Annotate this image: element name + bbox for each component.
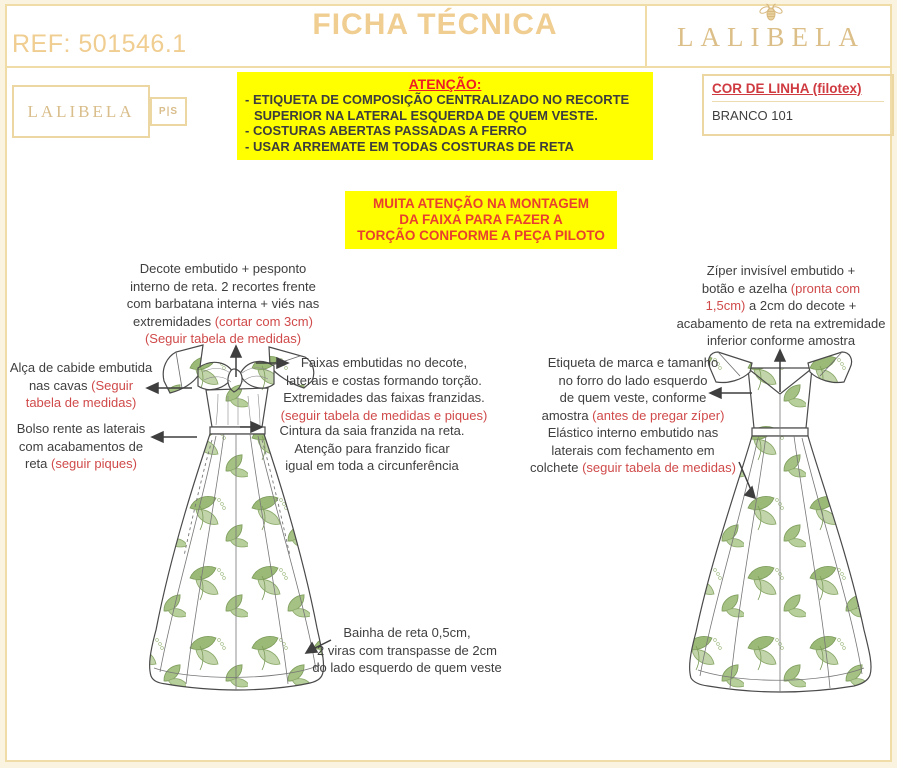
brand-name: LALIBELA xyxy=(677,22,865,52)
brand-label-box: LALIBELA xyxy=(12,85,150,138)
note-waist: Cintura da saia franzida na reta. Atenção para franzido ficar igual em toda a circunferência xyxy=(279,423,465,473)
size-tag: P|S xyxy=(150,97,187,126)
assembly-warning-box: MUITA ATENÇÃO NA MONTAGEM DA FAIXA PARA FAZER A TORÇÃO CONFORME A PEÇA PILOTO xyxy=(345,191,617,249)
note-label-and-elastic xyxy=(522,354,744,477)
reference-number: REF: 501546.1 xyxy=(12,30,187,58)
note-pocket: Bolso rente as laterais com acabamentos de reta (seguir piques) xyxy=(16,421,146,471)
attention-lines: - ETIQUETA DE COMPOSIÇÃO CENTRALIZADO NO RECORTE SUPERIOR NA LATERAL ESQUERDA DE QUEM VESTE. - COSTURAS ABERTAS PASSADAS A FERRO - USAR ARREMATE EM TODAS COSTURAS DE RETA xyxy=(245,92,630,154)
note-hanger-strap: Alça de cabide embutida nas cavas (Seguir tabela de medidas) xyxy=(9,360,153,410)
attention-title: ATENÇÃO: xyxy=(408,76,482,92)
note-bands: Faixas embutidas no decote, laterais e costas formando torção. Extremidades das faixas franzidas. (seguir tabela de medidas e piques) xyxy=(280,355,488,423)
note-neckline: Decote embutido + pesponto interno de reta. 2 recortes frente com barbatana interna + viés nas extremidades (cortar com 3cm) (Seguir tabela de medidas) xyxy=(126,261,320,346)
page-title: FICHA TÉCNICA xyxy=(312,8,558,41)
note-label: Etiqueta de marca e tamanho no forro do lado esquerdo de quem veste, conforme amostra (antes de pregar zíper) xyxy=(541,355,725,423)
note-hem: Bainha de reta 0,5cm, 2 viras com transpasse de 2cm do lado esquerdo de quem veste xyxy=(312,625,502,675)
thread-color-value: BRANCO 101 xyxy=(712,108,793,123)
note-zipper: Zíper invisível embutido + botão e azelha (pronta com 1,5cm) a 2cm do decote + acabamento de reta na extremidade inferior conforme amostra xyxy=(676,263,886,348)
thread-color-title: COR DE LINHA (filotex) xyxy=(712,81,884,102)
note-elastic: Elástico interno embutido nas laterais com fechamento em colchete (seguir tabela de medidas) xyxy=(530,425,736,475)
